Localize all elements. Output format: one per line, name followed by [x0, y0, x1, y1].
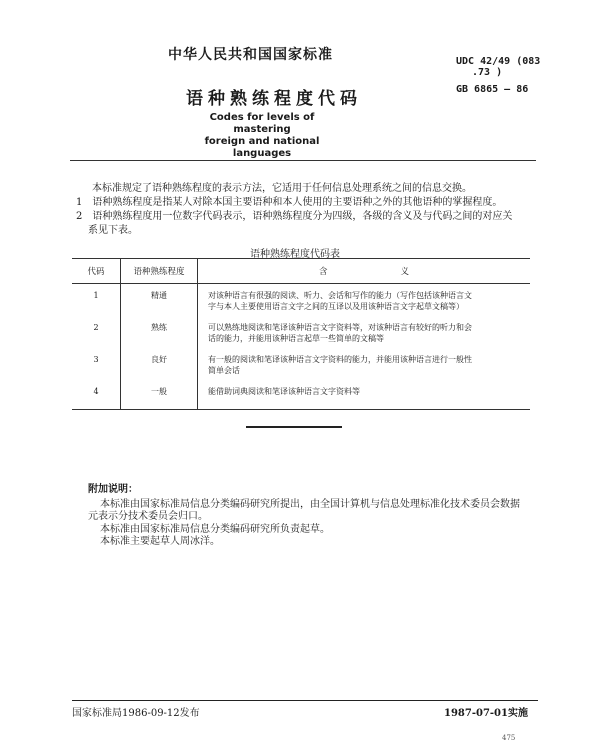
row-meaning-line2: 简单会话 — [208, 366, 240, 375]
row-meaning-line2: 话的能力，并能用该种语言起草一些简单的文稿等 — [208, 334, 384, 343]
row-level: 熟练 — [121, 316, 198, 348]
row-meaning — [198, 284, 531, 317]
table-row — [72, 284, 530, 317]
header-divider — [70, 160, 536, 161]
english-title-line1: Codes for levels of mastering — [209, 112, 315, 135]
header-meaning-b: 义 — [400, 267, 409, 277]
row-meaning-line1: 可以熟练地阅读和笔译该种语言文字资料等，对该种语言有较好的听力和会 — [208, 323, 472, 332]
row-meaning — [198, 316, 531, 348]
english-title — [182, 112, 342, 160]
udc-code-continued: .73 ) — [472, 67, 503, 78]
row-code: 3 — [72, 348, 121, 380]
table-header-row — [72, 259, 530, 284]
clause-2-line2: 系见下表。 — [88, 225, 138, 236]
appendix-line4: 本标准主要起草人周冰洋。 — [100, 536, 220, 547]
appendix-note — [88, 484, 520, 549]
table-caption: 语种熟练程度代码表 — [250, 249, 340, 260]
udc-code: UDC 42/49 (083 — [456, 56, 541, 67]
row-meaning-line1: 对该种语言有很强的阅读、听力、会话和写作的能力（写作包括该种语言文 — [208, 291, 472, 300]
row-meaning — [198, 380, 531, 410]
intro-paragraph: 本标准规定了语种熟练程度的表示方法，它适用于任何信息处理系统之间的信息交换。 — [92, 183, 472, 194]
page-number: 475 — [502, 734, 516, 742]
appendix-line1: 本标准由国家标准局信息分类编码研究所提出，由全国计算机与信息处理标准化技术委员会数据 — [100, 498, 520, 510]
effective-date: 1987-07-01实施 — [444, 708, 528, 719]
header-meaning-a: 含 — [319, 267, 328, 277]
section-divider — [246, 426, 342, 428]
header-code: 代码 — [72, 259, 121, 284]
table-row — [72, 348, 530, 380]
footer-divider — [72, 700, 538, 701]
document-title: 语种熟练程度代码 — [186, 89, 362, 109]
row-level: 一般 — [121, 380, 198, 410]
row-meaning-line1: 有一般的阅读和笔译该种语言文字资料的能力，并能用该种语言进行一般性 — [208, 355, 472, 364]
appendix-heading: 附加说明： — [88, 484, 138, 495]
row-level: 精通 — [121, 284, 198, 317]
clause-2-line1: 2 语种熟练程度用一位数字代码表示，语种熟练程度分为四级，各级的含义及与代码之间的对应关 — [76, 211, 513, 222]
clause-1: 1 语种熟练程度是指某人对除本国主要语种和本人使用的主要语种之外的其他语种的掌握程度。 — [76, 197, 503, 208]
issue-date: 国家标准局1986-09-12发布 — [72, 708, 200, 719]
row-code: 4 — [72, 380, 121, 410]
row-code: 2 — [72, 316, 121, 348]
row-meaning-line1: 能借助词典阅读和笔译该种语言文字资料等 — [208, 387, 360, 396]
table-row — [72, 316, 530, 348]
appendix-line2: 元表示分技术委员会归口。 — [88, 511, 208, 522]
row-code: 1 — [72, 284, 121, 317]
row-level: 良好 — [121, 348, 198, 380]
row-meaning — [198, 348, 531, 380]
appendix-line3: 本标准由国家标准局信息分类编码研究所负责起草。 — [100, 523, 330, 535]
gb-number: GB 6865 — 86 — [456, 84, 529, 95]
national-standard-label: 中华人民共和国国家标准 — [168, 47, 333, 63]
row-meaning-line2: 字与本人主要使用语言文字之间的互译以及用该种语言文字起草文稿等） — [208, 302, 464, 311]
table-row — [72, 380, 530, 410]
english-title-line2: foreign and national languages — [204, 136, 320, 159]
proficiency-code-table — [72, 258, 530, 410]
header-level: 语种熟练程度 — [121, 259, 198, 284]
header-meaning — [198, 259, 531, 284]
